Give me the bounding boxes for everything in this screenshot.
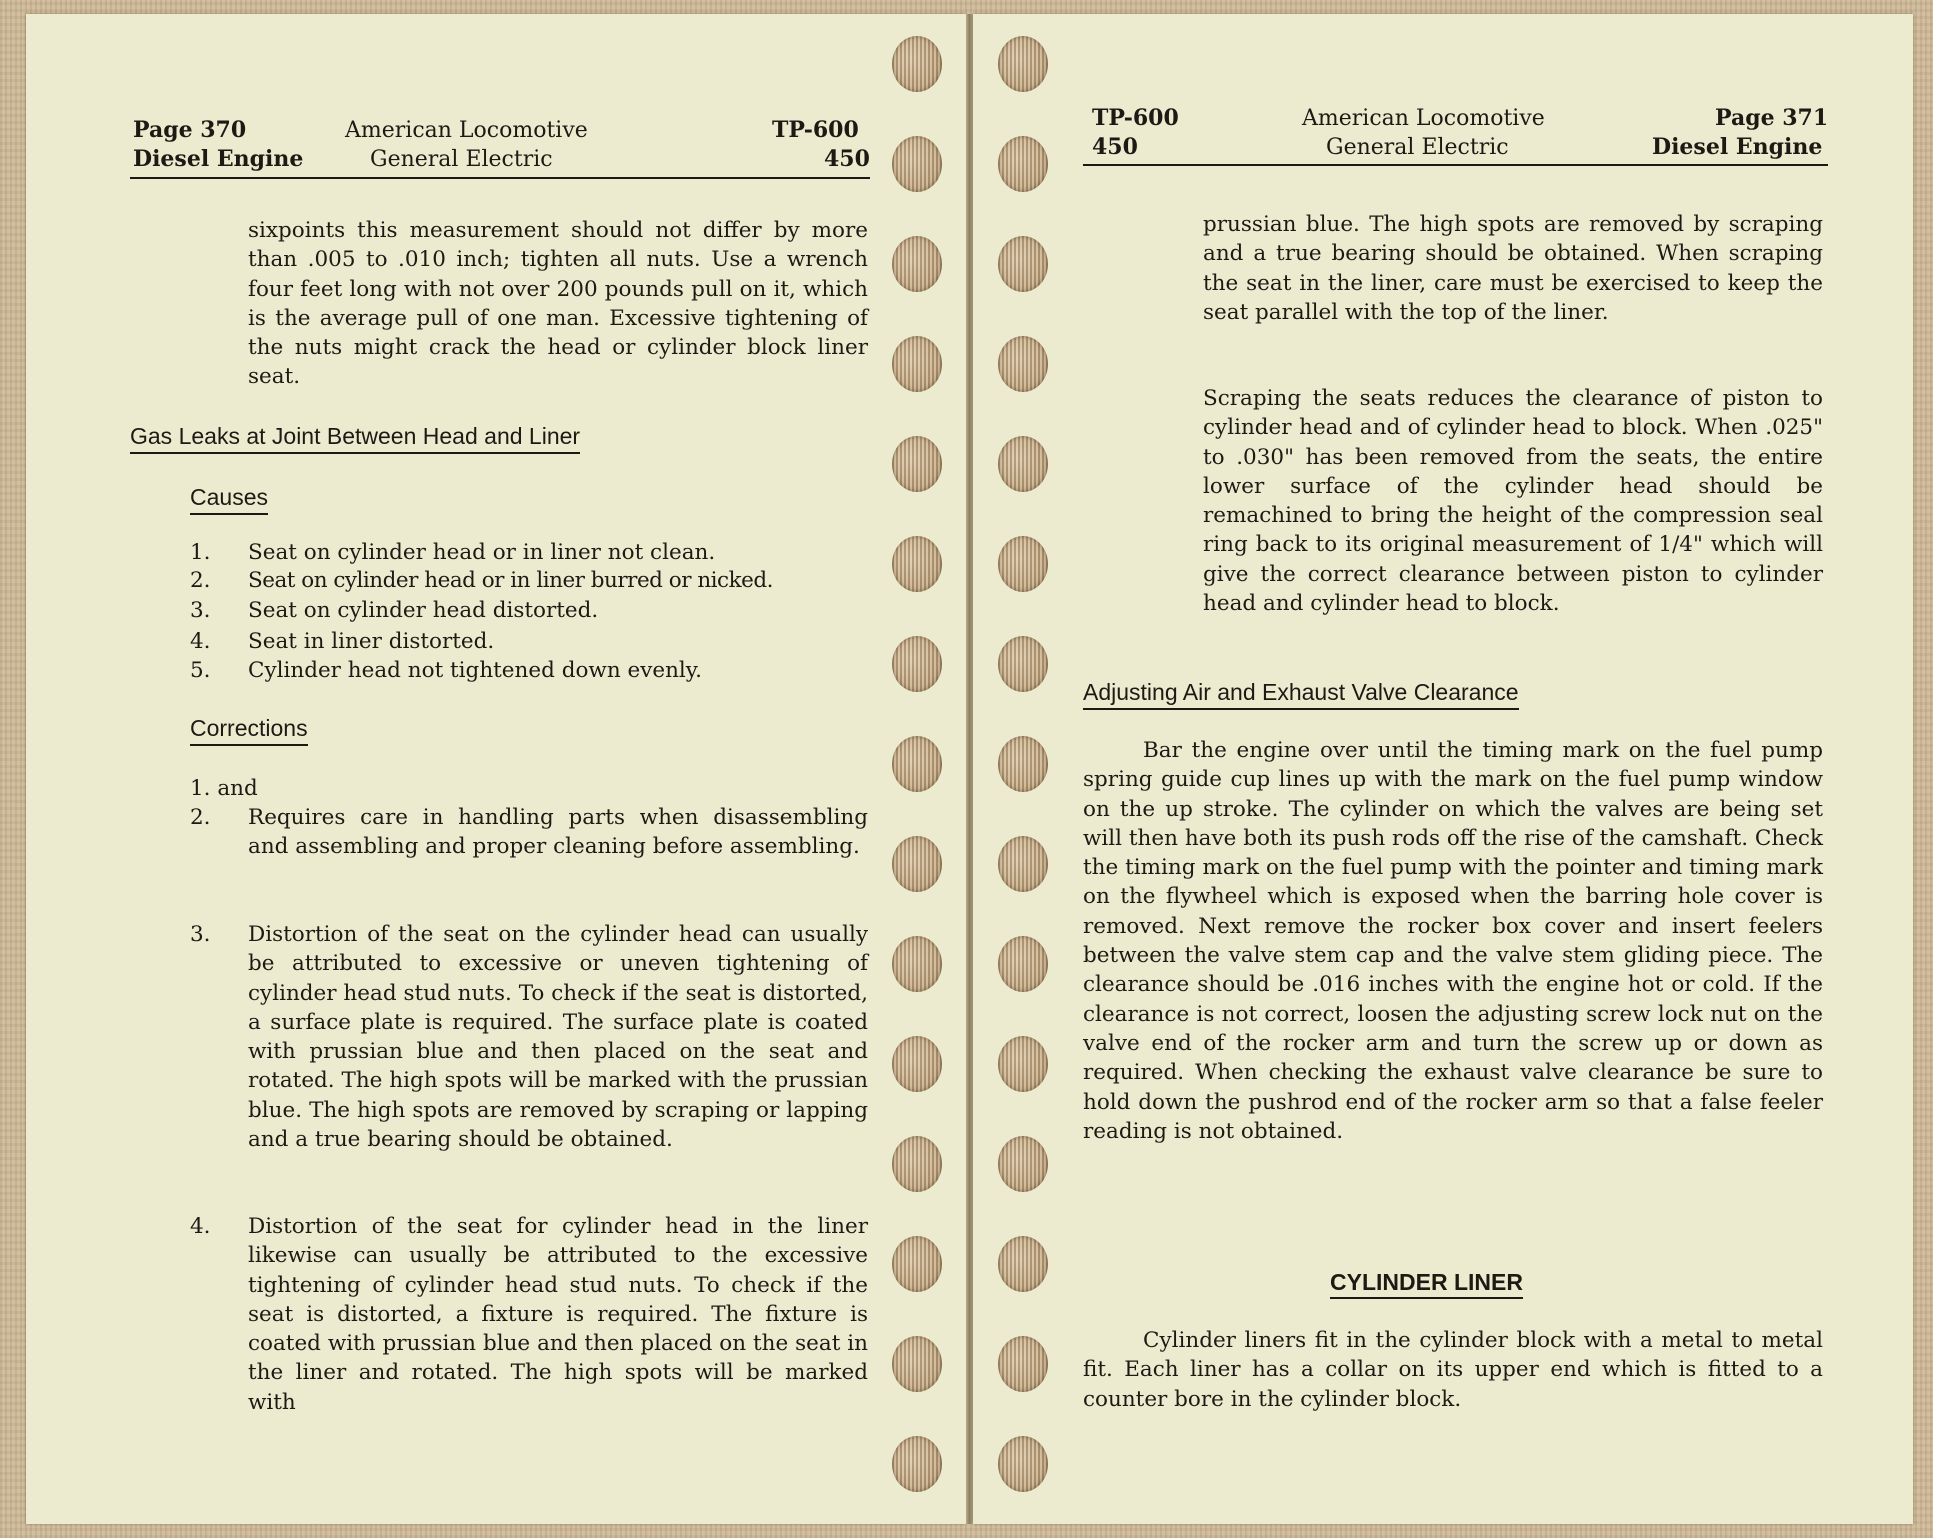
binder-hole	[998, 336, 1048, 392]
right-company-line2: General Electric	[1326, 135, 1509, 160]
cause-text: Cylinder head not tightened down evenly.	[248, 658, 702, 683]
binder-hole	[998, 736, 1048, 792]
cause-text: Seat on cylinder head or in liner burred or nicked.	[248, 568, 773, 593]
right-company-line1: American Locomotive	[1302, 106, 1545, 131]
right-page-label: Page 371	[1715, 105, 1829, 131]
binder-hole	[998, 36, 1048, 92]
binder-hole	[998, 436, 1048, 492]
binder-hole	[998, 936, 1048, 992]
binder-hole	[892, 536, 942, 592]
binder-hole	[998, 836, 1048, 892]
binder-hole	[892, 1236, 942, 1292]
binder-hole	[998, 236, 1048, 292]
left-page-label: Page 370	[133, 117, 247, 143]
cause-text: Seat on cylinder head distorted.	[248, 598, 599, 623]
left-section-label: Diesel Engine	[133, 146, 304, 172]
left-intro-paragraph: sixpoints this measurement should not differ by more than .005 to .010 inch; tighten all nuts. Use a wrench four feet long with not over 200 pounds pull on it, which is the average pull of one man. Excessive tightening of the nuts might crack the head or cylinder block liner seat.	[248, 218, 868, 390]
left-doc-code: TP-600	[772, 117, 859, 143]
binder-hole	[998, 136, 1048, 192]
binder-hole	[998, 536, 1048, 592]
cause-number: 2.	[190, 568, 211, 593]
cause-text: Seat on cylinder head or in liner not clean.	[248, 540, 716, 565]
left-company-line1: American Locomotive	[345, 118, 588, 143]
binder-hole	[892, 736, 942, 792]
cause-number: 3.	[190, 598, 211, 623]
correction-number: 2.	[190, 805, 211, 830]
binder-hole	[892, 36, 942, 92]
binder-hole	[998, 1036, 1048, 1092]
correction-number: 4.	[190, 1214, 211, 1239]
binder-hole	[892, 1136, 942, 1192]
valve-clearance-paragraph: Bar the engine over until the timing mark on the fuel pump spring guide cup lines up with the mark on the fuel pump window on the up stroke. The cylinder on which the valves are being set will then have both its push rods off the rise of the camshaft. Check the timing mark on the fuel pump with the pointer and timing mark on the flywheel which is exposed when the barring hole cover is removed. Next remove the rocker box cover and insert feelers between the valve stem cap and the valve stem gliding piece. The clearance should be .016 inches with the engine hot or cold. If the clearance is not correct, loosen the adjusting screw lock nut on the valve end of the rocker arm and turn the screw up or down as required. When checking the exhaust valve clearance be sure to hold down the pushrod end of the rocker arm so that a false feeler reading is not obtained.	[1083, 738, 1823, 1144]
binder-hole	[998, 1436, 1048, 1492]
right-section-label: Diesel Engine	[1652, 134, 1823, 160]
binder-hole	[892, 136, 942, 192]
binder-hole	[892, 336, 942, 392]
binder-hole	[892, 836, 942, 892]
cause-number: 1.	[190, 540, 211, 565]
correction-text: Distortion of the seat for cylinder head in the liner likewise can usually be attributed to the excessive tightening of cylinder head stud nuts. To check if the seat is distorted, a fixture is required. The fixture is coated with prussian blue and then placed on the seat in the liner and rotated. The high spots will be marked with	[248, 1214, 868, 1415]
binding-gutter	[966, 14, 973, 1524]
cylinder-liner-heading: CYLINDER LINER	[1330, 1267, 1523, 1299]
gas-leaks-heading: Gas Leaks at Joint Between Head and Liner	[130, 421, 580, 454]
causes-heading: Causes	[190, 482, 268, 515]
cylinder-liner-paragraph: Cylinder liners fit in the cylinder block with a metal to metal fit. Each liner has a collar on its upper end which is fitted to a counter bore in the cylinder block.	[1083, 1328, 1823, 1412]
binder-hole	[892, 636, 942, 692]
correction-text: Requires care in handling parts when disassembling and assembling and proper cleaning before assembling.	[248, 805, 868, 860]
correction-text: Distortion of the seat on the cylinder head can usually be attributed to excessive or uneven tightening of cylinder head stud nuts. To check if the seat is distorted, a surface plate is required. The surface plate is coated with prussian blue and then placed on the seat and rotated. The high spots will be marked with the prussian blue. The high spots are removed by scraping or lapping and a true bearing should be obtained.	[248, 922, 868, 1153]
cause-number: 4.	[190, 629, 211, 654]
correction-number: 1. and	[190, 776, 258, 801]
correction-number: 3.	[190, 922, 211, 947]
corrections-heading: Corrections	[190, 713, 308, 746]
left-doc-num: 450	[824, 146, 870, 172]
right-doc-code: TP-600	[1092, 105, 1179, 131]
right-continued-paragraph: prussian blue. The high spots are removed by scraping and a true bearing should be obtained. When scraping the seat in the liner, care must be exercised to keep the seat parallel with the top of the liner.	[1203, 212, 1823, 325]
valve-clearance-heading: Adjusting Air and Exhaust Valve Clearance	[1083, 677, 1519, 710]
binder-hole	[892, 1036, 942, 1092]
left-header-rule	[130, 177, 870, 179]
binder-hole	[892, 436, 942, 492]
right-doc-num: 450	[1092, 134, 1138, 160]
binder-hole	[998, 1136, 1048, 1192]
binder-hole	[892, 236, 942, 292]
cause-text: Seat in liner distorted.	[248, 629, 495, 654]
binder-hole	[998, 1336, 1048, 1392]
binder-hole	[998, 1236, 1048, 1292]
binder-hole	[892, 1336, 942, 1392]
binder-hole	[892, 1436, 942, 1492]
scraping-paragraph: Scraping the seats reduces the clearance of piston to cylinder head and of cylinder head to block. When .025" to .030" has been removed from the seats, the entire lower surface of the cylinder head should be remachined to bring the height of the compression seal ring back to its original measurement of 1/4" which will give the correct clearance between piston to cylinder head and cylinder head to block.	[1203, 386, 1823, 617]
right-header-rule	[1083, 164, 1828, 166]
left-company-line2: General Electric	[370, 147, 553, 172]
cause-number: 5.	[190, 658, 211, 683]
binder-hole	[998, 636, 1048, 692]
binder-hole	[892, 936, 942, 992]
